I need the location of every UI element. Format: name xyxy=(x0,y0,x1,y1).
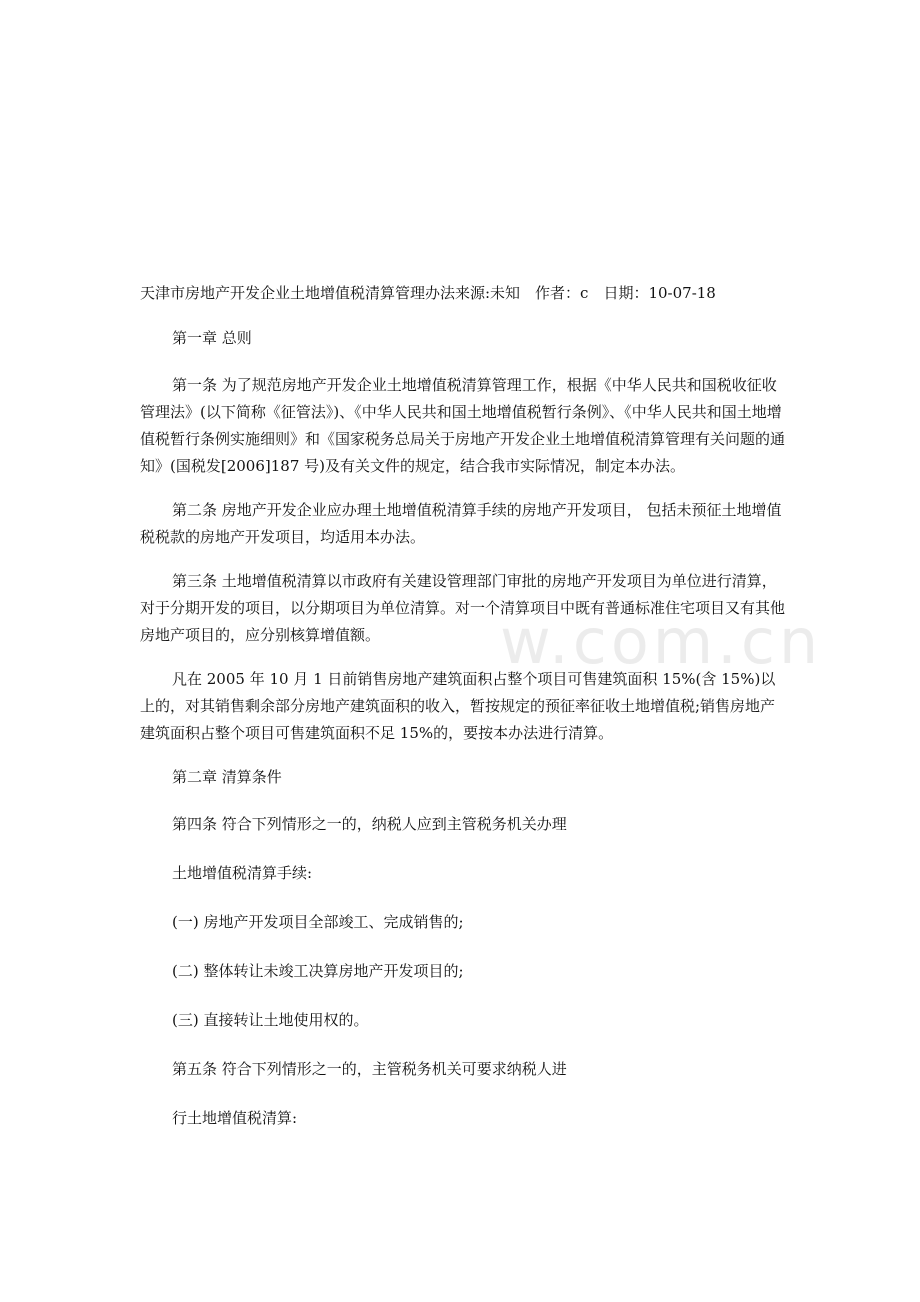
list-item: (二) 整体转让未竣工决算房地产开发项目的; xyxy=(172,962,464,980)
chapter-1-heading: 第一章 总则 xyxy=(172,329,252,347)
list-item: (一) 房地产开发项目全部竣工、完成销售的; xyxy=(172,913,464,931)
chapter-2-heading: 第二章 清算条件 xyxy=(172,768,282,786)
document-body xyxy=(140,280,790,1154)
article-1: 第一条 为了规范房地产开发企业土地增值税清算管理工作，根据《中华人民共和国税收征收管理法》(以下简称《征管法》)、《中华人民共和国土地增值税暂行条例》、《中华人民共和国土地增值税暂行条例实施细则》和《国家税务总局关于房地产开发企业土地增值税清算管理有关问题的通知》(国税发[2006]187 号)及有关文件的规定，结合我市实际情况，制定本办法。 xyxy=(140,376,786,475)
article-3-supplement: 凡在 2005 年 10 月 1 日前销售房地产建筑面积占整个项目可售建筑面积 15%(含 15%)以上的，对其销售剩余部分房地产建筑面积的收入，暂按规定的预征率征收土地增值税;销售房地产建筑面积占整个项目可售建筑面积不足 15%的，要按本办法进行清算。 xyxy=(140,670,776,742)
article-4-continuation: 土地增值税清算手续: xyxy=(172,864,313,882)
article-4: 第四条 符合下列情形之一的，纳税人应到主管税务机关办理 xyxy=(172,815,567,833)
article-3: 第三条 土地增值税清算以市政府有关建设管理部门审批的房地产开发项目为单位进行清算，对于分期开发的项目，以分期项目为单位清算。对一个清算项目中既有普通标准住宅项目又有其他房地产项目的，应分别核算增值额。 xyxy=(140,572,786,644)
article-5: 第五条 符合下列情形之一的，主管税务机关可要求纳税人进 xyxy=(172,1060,567,1078)
article-5-continuation: 行土地增值税清算: xyxy=(172,1109,298,1127)
watermark-text: w.com.cn xyxy=(500,605,823,678)
document-title: 天津市房地产开发企业土地增值税清算管理办法来源:未知 作者：c 日期：10-07-18 xyxy=(140,284,716,302)
article-2: 第二条 房地产开发企业应办理土地增值税清算手续的房地产开发项目， 包括未预征土地增值税税款的房地产开发项目，均适用本办法。 xyxy=(140,501,782,546)
list-item: (三) 直接转让土地使用权的。 xyxy=(172,1011,369,1029)
